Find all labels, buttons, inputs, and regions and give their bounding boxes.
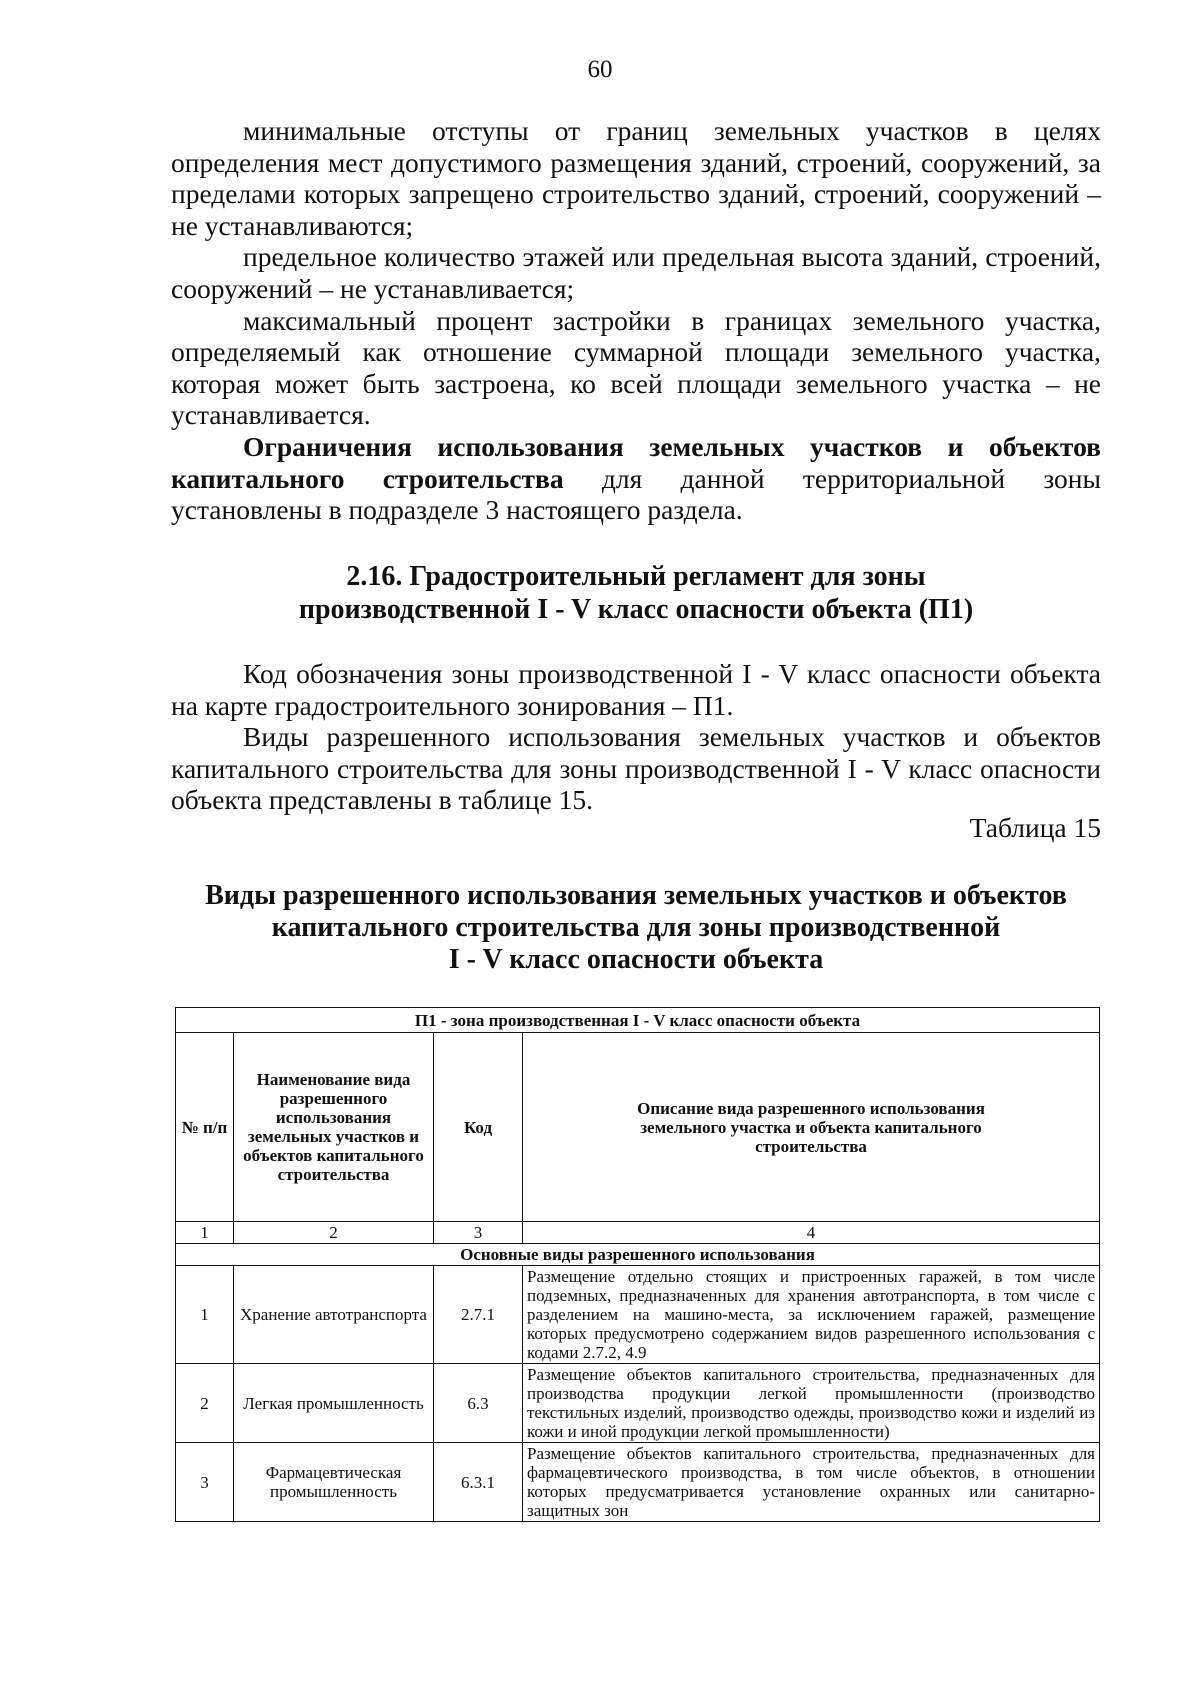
table-title-line: Виды разрешенного использования земельных участков и объектов	[205, 880, 1067, 911]
row-desc: Размещение отдельно стоящих и пристроенных гаражей, в том числе подземных, предназначенных для хранения автотранспорта, в том числе с разделением на машино-места, за исключением гаражей, размещение которых предусмотрено содержанием видов разрешенного использования с кодами 2.7.2, 4.9	[523, 1266, 1100, 1364]
table-row	[176, 1443, 1100, 1522]
row-desc: Размещение объектов капитального строительства, предназначенных для фармацевтического производства, в том числе объектов, в отношении которых предусматривается установление охранных или санитарно-защитных зон	[523, 1443, 1100, 1522]
section-label: Основные виды разрешенного использования	[176, 1244, 1100, 1266]
table-title	[171, 880, 1101, 976]
row-num: 1	[176, 1266, 234, 1364]
section-row	[176, 1244, 1100, 1266]
row-code: 2.7.1	[434, 1266, 523, 1364]
restriction-bold: Ограничения использования земельных участков и объектов капитального строительства	[171, 430, 1101, 494]
table-row	[176, 1364, 1100, 1443]
row-num: 2	[176, 1364, 234, 1443]
row-code: 6.3.1	[434, 1443, 523, 1522]
header-desc: Описание вида разрешенного использования земельного участка и объекта капитального строительства	[523, 1033, 1100, 1222]
body-text-top	[171, 115, 1101, 526]
row-code: 6.3	[434, 1364, 523, 1443]
restriction-paragraph	[171, 431, 1101, 526]
section-heading	[171, 560, 1101, 626]
table-title-line: I - V класс опасности объекта	[448, 944, 824, 975]
table-title-line: капитального строительства для зоны производственной	[271, 912, 1001, 943]
header-name: Наименование вида разрешенного использования земельных участков и объектов капитального строительства	[234, 1033, 434, 1222]
row-desc: Размещение объектов капитального строительства, предназначенных для производства продукции легкой промышленности (производство текстильных изделий, производство одежды, производство кожи и изделий из кожи и иной продукции легкой промышленности)	[523, 1364, 1100, 1443]
header-num: № п/п	[176, 1033, 234, 1222]
zone-header: П1 - зона производственная I - V класс опасности объекта	[176, 1008, 1100, 1033]
paragraph: Код обозначения зоны производственной I - V класс опасности объекта на карте градостроительного зонирования – П1.	[171, 658, 1101, 721]
section-heading-line: производственной I - V класс опасности объекта (П1)	[298, 594, 974, 625]
column-number: 3	[434, 1222, 523, 1244]
table-row	[176, 1266, 1100, 1364]
section-heading-line: 2.16. Градостроительный регламент для зоны	[346, 561, 926, 592]
column-number-row	[176, 1222, 1100, 1244]
row-name: Хранение автотранспорта	[234, 1266, 434, 1364]
row-num: 3	[176, 1443, 234, 1522]
column-number: 1	[176, 1222, 234, 1244]
paragraph: Виды разрешенного использования земельных участков и объектов капитального строительства для зоны производственной I - V класс опасности объекта представлены в таблице 15.	[171, 721, 1101, 816]
paragraph: максимальный процент застройки в границах земельного участка, определяемый как отношение суммарной площади земельного участка, которая может быть застроена, ко всей площади земельного участка – не устанавливается.	[171, 304, 1101, 431]
table-label: Таблица 15	[969, 812, 1101, 843]
column-number: 4	[523, 1222, 1100, 1244]
zone-header-row	[176, 1008, 1100, 1033]
column-header-row	[176, 1033, 1100, 1222]
restriction-rest: для данной территориальной зоны установлены в подразделе 3 настоящего раздела.	[171, 462, 1101, 526]
row-name: Фармацевтическая промышленность	[234, 1443, 434, 1522]
paragraph: минимальные отступы от границ земельных участков в целях определения мест допустимого размещения зданий, строений, сооружений, за пределами которых запрещено строительство зданий, строений, сооружений – не устанавливаются;	[171, 115, 1101, 241]
paragraph: предельное количество этажей или предельная высота зданий, строений, сооружений – не устанавливается;	[171, 241, 1101, 304]
column-number: 2	[234, 1222, 434, 1244]
body-text-middle	[171, 658, 1101, 816]
row-name: Легкая промышленность	[234, 1364, 434, 1443]
page-number: 60	[587, 56, 613, 83]
header-code: Код	[434, 1033, 523, 1222]
regulation-table	[175, 1007, 1100, 1522]
